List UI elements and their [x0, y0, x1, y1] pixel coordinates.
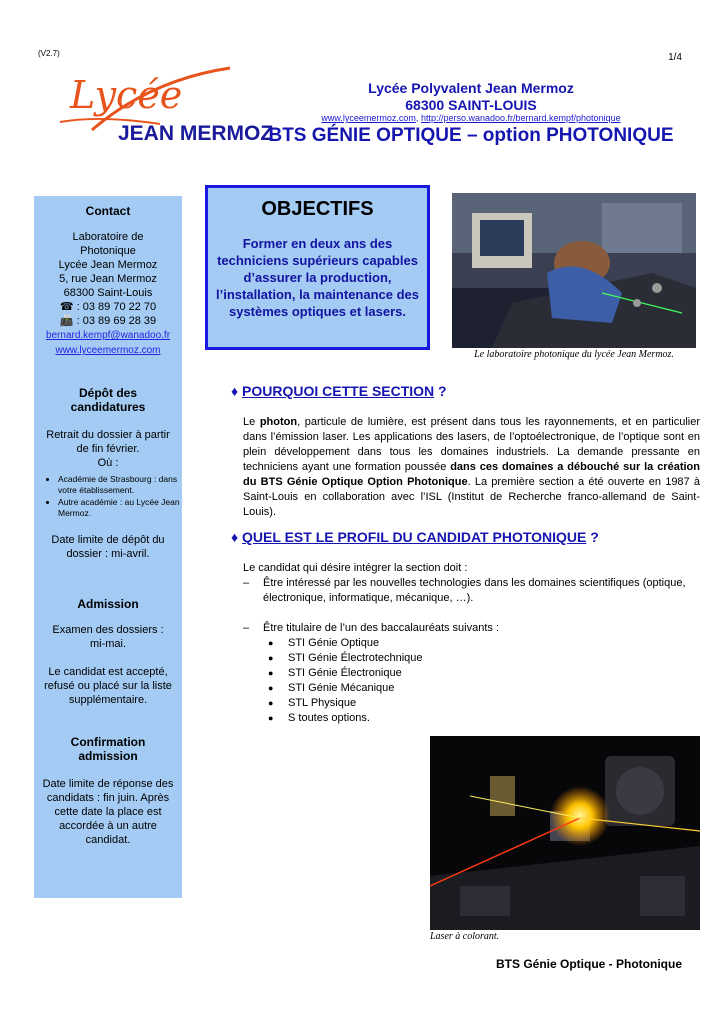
objectifs-text: Former en deux ans des techniciens supérieurs capables d’assurer la production, l’installation, la maintenance des systèmes optiques et lasers. — [216, 236, 420, 319]
svg-text:Lycée: Lycée — [70, 73, 183, 117]
admission-examen: Examen des dossiers : mi-mai. — [52, 624, 164, 650]
admission-result: Le candidat est accepté, refusé ou placé sur la liste supplémentaire. — [44, 666, 172, 706]
diamond-icon: ♦ — [231, 529, 239, 545]
bullet-marker: ● — [268, 713, 274, 723]
phone-icon: ☎ — [59, 301, 74, 313]
link-separator: , — [415, 113, 419, 123]
section-profil-title: QUEL EST LE PROFIL DU CANDIDAT PHOTONIQUE — [242, 529, 587, 545]
bullet-marker: ● — [268, 638, 274, 648]
section-profil-heading — [231, 529, 599, 545]
school-name: Lycée Polyvalent Jean Mermoz — [368, 80, 574, 96]
list-item — [243, 576, 703, 606]
address-line: 5, rue Jean Mermoz — [59, 273, 157, 285]
objectifs-title: OBJECTIFS — [261, 198, 374, 220]
text-run: , particule de lumière, est présent dans tous les rayonnements, et en particulier dans l’émission laser. Les applications des lasers, de l’optoélectronique, de l’optique sont en plein développement dans tous les domaines industriels. La demande pressante en techniciens ayant une formation poussée — [243, 416, 701, 473]
depot-title-line: candidatures — [70, 400, 146, 414]
lab-photo — [452, 193, 696, 348]
address-line: Laboratoire de — [72, 231, 144, 243]
list-item-text: Être titulaire de l’un des baccalauréats suivants : — [263, 622, 500, 634]
section-pourquoi-text — [243, 415, 700, 520]
bullet-marker: ● — [268, 683, 274, 693]
bullet-marker: ● — [268, 653, 274, 663]
text-run: . La première section a été ouverte en 1987 à Saint-Louis en collaboration avec l’ISL (Institut de Recherche franco-allemand de Saint-Louis). — [243, 476, 701, 518]
depot-retrait: Retrait du dossier à partir de fin février. — [46, 429, 170, 455]
list-item: • Académie de Strasbourg : dans votre établissement. — [58, 474, 182, 496]
section-profil-text — [243, 561, 703, 726]
confirmation-text: Date limite de réponse des candidats : fin juin. Après cette date la place est accordée à un autre candidat. — [42, 778, 174, 846]
list-item: • Autre académie : au Lycée Jean Mermoz. — [58, 497, 182, 519]
bac-label: STI Génie Optique — [288, 637, 380, 649]
bac-label: S toutes options. — [288, 712, 370, 724]
bac-item — [268, 651, 703, 666]
text-run-bold: dans ces domaines a débouché sur la création du BTS Génie Optique Option Photonique — [243, 461, 700, 488]
laser-photo — [430, 736, 700, 930]
diamond-icon: ♦ — [231, 383, 239, 399]
question-mark: ? — [434, 383, 447, 399]
bac-item — [268, 681, 703, 696]
admission-title: Admission — [77, 597, 139, 611]
bac-label: STI Génie Mécanique — [288, 682, 395, 694]
sidebar-website-link[interactable]: www.lyceemermoz.com — [55, 345, 161, 356]
dash-marker: – — [243, 622, 250, 634]
profil-intro: Le candidat qui désire intégrer la section doit : — [243, 562, 468, 574]
version-label: (V2.7) — [38, 49, 60, 58]
website-link[interactable]: www.lyceemermoz.com — [321, 113, 416, 123]
bac-label: STI Génie Électrotechnique — [288, 652, 423, 664]
svg-text:JEAN MERMOZ: JEAN MERMOZ — [118, 122, 274, 145]
depot-ou: Où : — [97, 457, 119, 469]
phone-number: : 03 89 70 22 70 — [76, 301, 157, 313]
bac-item — [268, 666, 703, 681]
confirmation-title-line: admission — [78, 749, 138, 763]
address-line: Photonique — [80, 245, 136, 257]
lab-photo-caption: Le laboratoire photonique du lycée Jean Mermoz. — [474, 349, 674, 360]
header-links — [258, 113, 684, 123]
info-sidebar — [34, 196, 182, 898]
section-pourquoi-heading — [231, 383, 447, 399]
address-line: Lycée Jean Mermoz — [58, 259, 158, 271]
depot-title-line: Dépôt des — [78, 386, 137, 400]
depot-date-limite: Date limite de dépôt du dossier : mi-avril. — [51, 534, 165, 560]
confirmation-title — [34, 735, 182, 763]
school-city: 68300 SAINT-LOUIS — [405, 97, 537, 113]
bullet-marker: ● — [268, 698, 274, 708]
list-item-text: Être intéressé par les nouvelles technologies dans les domaines scientifiques (optique, électronique, informatique, mécanique, …). — [263, 577, 686, 604]
photonique-link[interactable]: http://perso.wanadoo.fr/bernard.kempf/photonique — [420, 113, 621, 123]
objectifs-box — [205, 185, 430, 350]
page-footer: BTS Génie Optique - Photonique — [496, 957, 682, 971]
contact-address — [34, 230, 182, 358]
school-logo — [40, 60, 274, 156]
section-pourquoi-title: POURQUOI CETTE SECTION — [242, 383, 435, 399]
bullet-marker: ● — [268, 668, 274, 678]
bac-label: STI Génie Électronique — [288, 667, 402, 679]
bac-item — [268, 711, 703, 726]
phone-line — [34, 300, 182, 314]
contact-title: Contact — [85, 204, 131, 218]
depot-title — [34, 386, 182, 414]
fax-icon: 📠 — [59, 315, 74, 327]
bts-title: BTS GÉNIE OPTIQUE – option PHOTONIQUE — [268, 125, 674, 146]
question-mark: ? — [586, 529, 599, 545]
fax-line — [34, 314, 182, 328]
depot-list — [34, 474, 182, 519]
page-number: 1/4 — [668, 52, 682, 63]
text-run-bold: photon — [259, 416, 298, 428]
confirmation-title-line: Confirmation — [70, 735, 146, 749]
bac-label: STL Physique — [288, 697, 357, 709]
laser-photo-caption: Laser à colorant. — [430, 931, 500, 942]
fax-number: : 03 89 69 28 39 — [76, 315, 157, 327]
address-line: 68300 Saint-Louis — [63, 287, 153, 299]
dash-marker: – — [243, 577, 250, 589]
bac-item — [268, 636, 703, 651]
list-item — [243, 621, 703, 636]
text-run: Le — [243, 416, 260, 428]
email-link[interactable]: bernard.kempf@wanadoo.fr — [45, 330, 171, 341]
bac-item — [268, 696, 703, 711]
